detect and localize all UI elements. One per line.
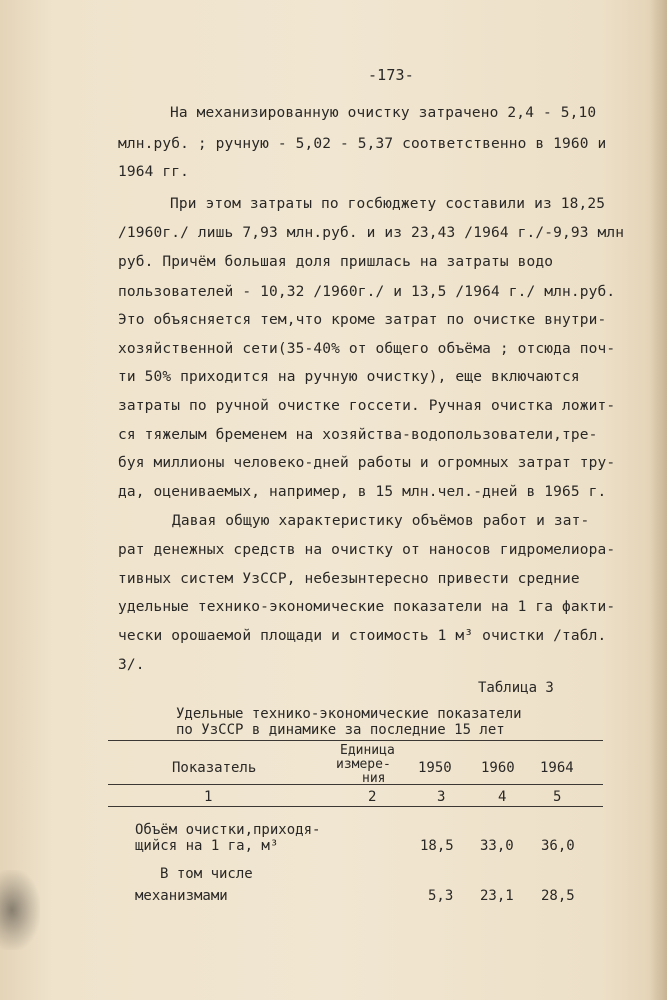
body-line: /1960г./ лишь 7,93 млн.руб. и из 23,43 /1964 г./-9,93 млн xyxy=(118,225,625,241)
header-rule xyxy=(108,784,603,785)
column-number-rule xyxy=(108,806,603,807)
body-line: На механизированную очистку затрачено 2,4 - 5,10 xyxy=(170,105,597,121)
column-number-4: 4 xyxy=(498,789,507,805)
header-indicator: Показатель xyxy=(172,760,257,776)
body-line: удельные технико-экономические показатели на 1 га факти- xyxy=(118,599,616,615)
body-line: млн.руб. ; ручную - 5,02 - 5,37 соответственно в 1960 и xyxy=(118,136,607,152)
header-1964: 1964 xyxy=(540,760,574,776)
row-1-label-line2: щийся на 1 га, м³ xyxy=(135,838,279,854)
header-1950: 1950 xyxy=(418,760,452,776)
column-number-3: 3 xyxy=(437,789,446,805)
page-edge-shadow xyxy=(649,0,667,1000)
table-title-line2: по УзССР в динамике за последние 15 лет xyxy=(176,722,505,738)
header-unit-line1: Единица xyxy=(340,743,395,758)
column-number-2: 2 xyxy=(368,789,377,805)
row-2-label-line2: механизмами xyxy=(135,888,228,904)
body-line: 1964 гг. xyxy=(118,164,190,180)
body-line: рат денежных средств на очистку от наносов гидромелиора- xyxy=(118,542,616,558)
body-line: Давая общую характеристику объёмов работ и зат- xyxy=(172,513,590,529)
table-label: Таблица 3 xyxy=(478,680,554,696)
body-line: да, оцениваемых, например, в 15 млн.чел.-дней в 1965 г. xyxy=(118,484,607,500)
body-line: руб. Причём большая доля пришлась на затраты водо xyxy=(118,254,554,270)
header-1960: 1960 xyxy=(481,760,515,776)
body-line: ти 50% приходится на ручную очистку), еще включаются xyxy=(118,369,580,385)
ink-smudge xyxy=(0,870,40,950)
body-line: тивных систем УзССР, небезынтересно привести средние xyxy=(118,571,580,587)
row-2-value-1960: 23,1 xyxy=(480,888,514,904)
row-1-label-line1: Объём очистки,приходя- xyxy=(135,822,321,838)
row-1-value-1950: 18,5 xyxy=(420,838,454,854)
page-number: -173- xyxy=(368,66,414,84)
table-title-line1: Удельные технико-экономические показатели xyxy=(176,706,522,722)
body-line: пользователей - 10,32 /1960г./ и 13,5 /1964 г./ млн.руб. xyxy=(118,284,616,300)
column-number-5: 5 xyxy=(553,789,562,805)
body-line: затраты по ручной очистке госсети. Ручная очистка ложит- xyxy=(118,398,616,414)
row-1-value-1960: 33,0 xyxy=(480,838,514,854)
row-2-value-1964: 28,5 xyxy=(541,888,575,904)
header-unit-line2: измере- xyxy=(336,757,391,772)
body-line: 3/. xyxy=(118,657,145,673)
table-top-rule xyxy=(108,740,603,741)
row-1-value-1964: 36,0 xyxy=(541,838,575,854)
body-line: ся тяжелым бременем на хозяйства-водопользователи,тре- xyxy=(118,427,598,443)
body-line: Это объясняется тем,что кроме затрат по очистке внутри- xyxy=(118,312,607,328)
body-line: При этом затраты по госбюджету составили из 18,25 xyxy=(170,196,606,212)
body-line: чески орошаемой площади и стоимость 1 м³ очистки /табл. xyxy=(118,628,607,644)
body-line: буя миллионы человеко-дней работы и огромных затрат тру- xyxy=(118,455,616,471)
header-unit-line3: ния xyxy=(362,771,386,786)
row-2-label-line1: В том числе xyxy=(160,866,253,882)
column-number-1: 1 xyxy=(204,789,213,805)
body-line: хозяйственной сети(35-40% от общего объёма ; отсюда поч- xyxy=(118,341,616,357)
row-2-value-1950: 5,3 xyxy=(428,888,454,904)
